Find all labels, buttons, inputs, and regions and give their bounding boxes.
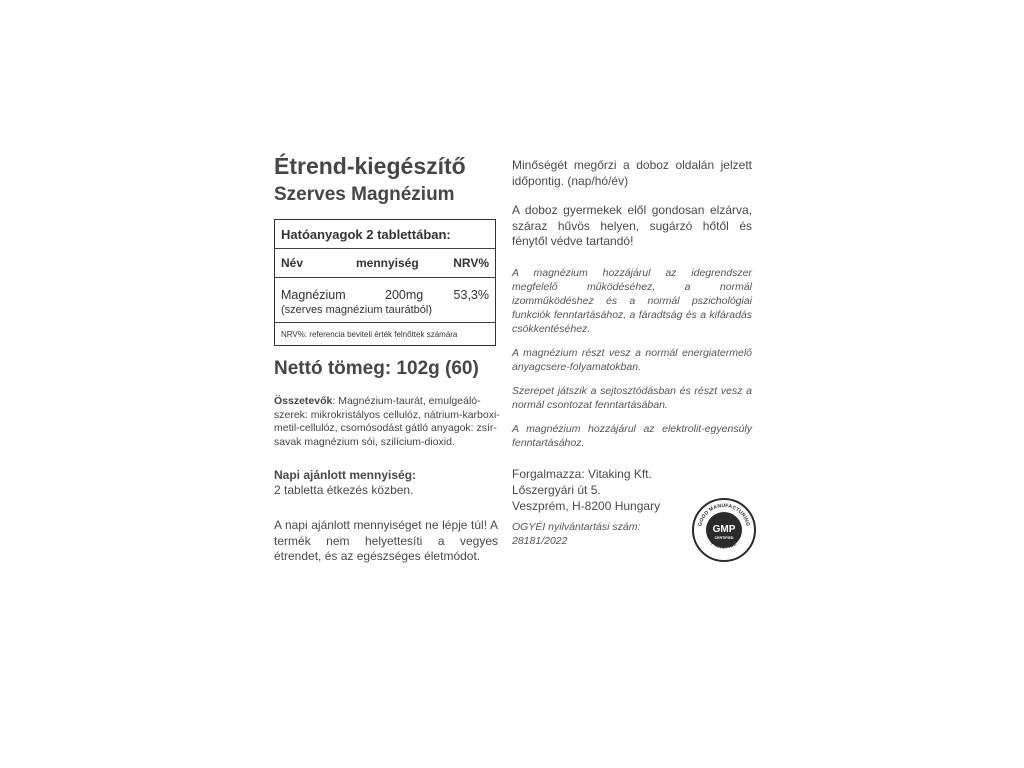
distributor-line: Veszprém, H-8200 Hungary: [512, 498, 661, 513]
health-claim: A magnézium hozzájárul az idegrendszer megfelelő működéséhez, a normál izomműködéshez és a normál pszichológiai funkciók fenntartásához, a fáradtság és a kifáradás csökkentéséhez.: [512, 266, 752, 335]
health-claim: Szerepet játszik a sejtosztódásban és részt vesz a normál csontozat fenntartásában.: [512, 384, 752, 411]
ingredients-label: Összetevők: [274, 395, 333, 407]
product-title: Étrend-kiegészítő: [274, 153, 466, 179]
daily-dose: [274, 468, 506, 498]
registration-label: OGYÉI nyilvántartási szám:: [512, 520, 641, 533]
registration-number: 28181/2022: [512, 534, 568, 547]
dose-warning: A napi ajánlott mennyiséget ne lépje túl! A termék nem helyettesíti a vegyes étrendet, és az egészséges életmódot.: [274, 518, 498, 563]
column-header-amount: mennyiség: [356, 256, 419, 270]
product-subtitle: Szerves Magnézium: [274, 184, 455, 205]
ingredients: [274, 395, 502, 449]
shelf-life-text: Minőségét megőrzi a doboz oldalán jelzett időpontig. (nap/hó/év): [512, 158, 752, 188]
daily-dose-text: 2 tabletta étkezés közben.: [274, 483, 414, 497]
nutrition-footnote: NRV%: referencia beviteli érték felnőttek számára: [281, 330, 458, 339]
nutrition-table: [274, 219, 496, 346]
nutrition-column-headers: [275, 249, 495, 278]
nutrient-amount: 200mg: [385, 288, 424, 302]
gmp-center-subtext: CERTIFIED: [714, 536, 734, 540]
storage-text: A doboz gyermekek elől gondosan elzárva, száraz hűvös helyen, sugárzó hőtől és fénytől védve tartandó!: [512, 203, 752, 248]
gmp-ring-top-text: GOOD MANUFACTURING: [697, 502, 751, 527]
left-column: [274, 152, 506, 565]
daily-dose-label: Napi ajánlott mennyiség:: [274, 468, 417, 482]
gmp-center-text: GMP: [712, 524, 736, 535]
column-header-name: Név: [281, 256, 304, 270]
nutrient-note: (szerves magnézium taurátból): [275, 302, 495, 323]
distributor-line: Forgalmazza: Vitaking Kft.: [512, 466, 652, 481]
distributor-line: Lőszergyári út 5.: [512, 482, 601, 497]
health-claim: A magnézium részt vesz a normál energiatermelő anyagcsere-folyamatokban.: [512, 346, 752, 373]
nutrient-name: Magnézium: [281, 288, 346, 302]
gmp-certified-badge: [691, 497, 757, 563]
gmp-ring-bottom-text: PRACTICE: [709, 540, 739, 551]
nutrient-nrv: 53,3%: [453, 288, 489, 302]
nutrition-heading: Hatóanyagok 2 tablettában:: [275, 220, 495, 249]
right-column: [512, 158, 752, 548]
ingredients-text: : Magnézium-taurát, emulgeáló-szerek: mikrokristályos cellulóz, nátrium-karboxi-metil-cellulóz, csomósodást gátló anyagok: zsír-savak magnézium sói, szilícium-dioxid.: [274, 395, 500, 448]
net-weight: Nettó tömeg: 102g (60): [274, 358, 479, 379]
column-header-nrv: NRV%: [453, 256, 489, 270]
nutrition-row: [275, 278, 495, 302]
health-claim: A magnézium hozzájárul az elektrolit-egyensúly fenntartásához.: [512, 422, 752, 449]
